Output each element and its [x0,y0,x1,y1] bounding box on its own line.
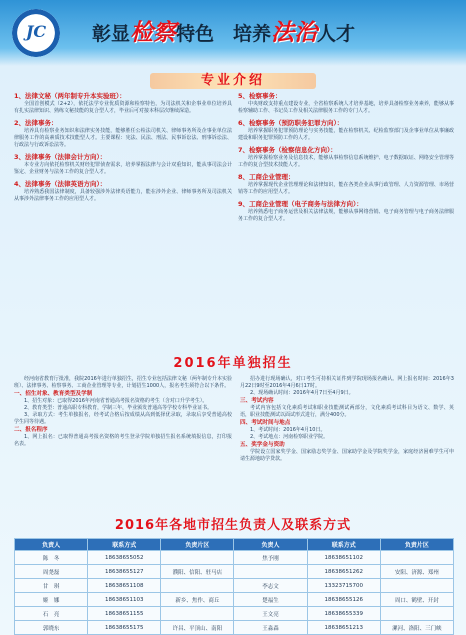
admission-paragraph: 1、网上报名：已取得普通高考报名资格的考生登录学院单独招生报名系统填报信息，打印报名表。 [14,434,232,447]
major-description: 培养掌握检察业务及信息技术，能够从事检察信息系统维护、电子数据取证、网络安全管理等工作的复合型技术技能人才。 [238,155,454,168]
contact-name: 石 亮 [15,607,88,621]
contact-phone: 18638651262 [307,565,380,579]
major-item [14,180,232,203]
contact-name: 甘 琪 [15,579,88,593]
table-row [15,579,454,593]
major-description: 培养具有检察业务知识和法律实务技能，能够胜任公检法司机关、律师事务所及企事业单位法律服务工作的高素质技术技能型人才。主要课程：宪法、民法、刑法、民事诉讼法、刑事诉讼法、行政法与行政诉讼法等。 [14,128,232,148]
contacts-body [15,551,454,635]
col-header: 负责人 [234,539,307,551]
major-description: 中央财政支持重点建设专业，全省检察系统人才培养基地，培养具备检察业务素养，能够从事检察辅助工作、书记员工作及相关法律服务工作的专门人才。 [238,101,454,114]
major-title: 5、检察事务： [238,92,282,100]
contact-region: 周口、鹤壁、开封 [380,593,453,607]
majors-section [14,92,454,350]
slogan [92,14,355,47]
table-row [15,607,454,621]
admission-right-column [240,376,454,514]
contact-name: 姬 娜 [15,593,88,607]
major-item [238,200,454,223]
contact-name: 王文亮 [234,607,307,621]
admission-paragraph: 3、录取方式：考生单独报名，经考试合格后按成绩从高到低择优录取，录取后享受普通高校学生同等待遇。 [14,412,232,425]
major-title: 7、检察事务（检察信息化方向）： [238,146,337,154]
admission-paragraph: 招办进行现场确认，对口考生可持相关证件到学院现场报名确认。网上报名时间：2016年3月22日9时至2016年4月6日17时。 [240,376,454,389]
major-description: 培养熟悉电子商务运营及相关法律法规，能够从事网络营销、电子商务管理与电子商务法律服务工作的复合型人才。 [238,209,454,222]
major-title: 8、工商企业管理： [238,173,295,181]
contacts-table [14,538,454,635]
admission-heading: 一、招生对象、教育类型及学制 [14,391,93,397]
admission-paragraph: 2、教育类型：普通高职专科教育，学制三年，毕业颁发普通高等学校专科毕业证书。 [24,405,213,411]
slogan-highlight-jiancha: 检察 [130,20,177,46]
majors-left-column [14,92,232,350]
contact-name: 李志文 [234,579,307,593]
contact-region: 许昌、平顶山、南阳 [161,621,234,635]
contact-phone: 13323715700 [307,579,380,593]
contact-region [380,551,453,565]
majors-banner-title: 专业介绍 [200,73,265,88]
major-item [238,92,454,115]
table-row [15,565,454,579]
college-logo [12,9,60,57]
contact-region: 濮阳、信阳、驻马店 [161,565,234,579]
admission-paragraph: 考试内容包括文化素质考试和职业技能测试两部分，文化素质考试科目为语文、数学、英语，职业技能测试以面试形式进行，满分400分。 [240,405,454,418]
admission-paragraph: 1、考试时间：2016年4月10日。 [250,427,326,433]
contact-name [234,565,307,579]
major-item [14,92,232,115]
contact-name: 焦予刚 [234,551,307,565]
majors-banner [0,72,466,90]
slogan-part-a: 彰显 [92,23,131,45]
major-title: 4、法律事务（法律英语方向）： [14,180,107,188]
contact-phone: 18638651213 [307,621,380,635]
major-item [238,173,454,196]
contact-phone: 18638651103 [88,593,161,607]
admission-banner: 2016年单独招生 [173,356,293,371]
contact-phone: 18638655175 [88,621,161,635]
contact-region [161,607,234,621]
contact-name: 郭晓东 [15,621,88,635]
slogan-highlight-fazhi: 法治 [271,20,318,46]
major-description: 全国首创模式（2+2），依托法学专业优质资源和检察特色，为司法机关和企事业单位培养具有扎实法律知识、熟练文秘技能的复合型人才，毕业后可对接本科层次继续深造。 [14,101,232,114]
table-row [15,593,454,607]
contact-region [161,551,234,565]
col-header: 联系方式 [88,539,161,551]
contact-name: 陈 冬 [15,551,88,565]
major-title: 3、法律事务（法律会计方向）： [14,153,107,161]
contact-phone: 18638655127 [88,565,161,579]
major-title: 2、法律事务： [14,119,58,127]
major-item [14,153,232,176]
admission-heading: 三、考试内容 [240,398,274,404]
contact-phone: 18638651155 [88,607,161,621]
contact-phone: 18638655052 [88,551,161,565]
major-description: 本专业方向依托检察机关财经犯罪侦查需求，培养掌握法律与会计双重知识，能从事司法会计鉴定、企业财务与法务工作的复合型人才。 [14,162,232,175]
admission-heading: 二、报名程序 [14,427,48,433]
major-description: 培养掌握职务犯罪预防理论与实务技能，能在检察机关、纪检监察部门及企事业单位从事廉政建设和职务犯罪预防工作的人才。 [238,128,454,141]
major-item [238,146,454,169]
admission-paragraph: 学院设立国家奖学金、国家励志奖学金、国家助学金及学院奖学金，家庭经济困难学生可申请生源地助学贷款。 [240,449,454,462]
table-row [15,551,454,565]
admission-heading: 四、考试时间与地点 [240,420,291,426]
admission-paragraph: 经河南省教育厅批准，我院2016年进行单独招生，招生专业包括法律文秘（两年制专升本实验班）、法律事务、检察事务、工商企业管理等专业，计划招生1000人，报名考生须符合以下条件。 [14,376,232,389]
contact-phone: 18638651102 [307,551,380,565]
admission-heading: 五、奖学金与资助 [240,442,285,448]
col-header: 负责片区 [380,539,453,551]
admission-paragraph: 1、招生对象：已取得2016年河南省普通高考报名资格的考生（含对口升学考生）。 [24,398,208,404]
table-row [15,621,454,635]
major-title: 9、工商企业管理（电子商务与法律方向）： [238,200,363,208]
contacts-header-row [15,539,454,551]
contact-phone: 18638651108 [88,579,161,593]
slogan-part-c: 特色 培养 [176,23,272,45]
major-description: 培养熟悉我国法律制度，具备较强涉外法律英语能力，能在涉外企业、律师事务所及司法机关从事涉外法律事务工作的应用型人才。 [14,189,232,202]
contact-name: 楚福生 [234,593,307,607]
major-title: 1、法律文秘（两年制专升本实验班）： [14,92,126,100]
col-header: 负责人 [15,539,88,551]
slogan-part-e: 人才 [317,23,356,45]
majors-right-column [238,92,454,350]
contact-name: 王淼森 [234,621,307,635]
contact-region [380,579,453,593]
admission-paragraph: 2、考试地点：河南检察职业学院。 [250,434,329,440]
col-header: 负责片区 [161,539,234,551]
contact-region [161,579,234,593]
admission-left-column [14,376,232,514]
contact-region: 新乡、焦作、商丘 [161,593,234,607]
major-item [14,119,232,149]
contacts-banner: 2016年各地市招生负责人及联系方式 [114,518,352,533]
major-description: 培养掌握现代企业管理理论和法律知识，能在各类企业从事行政管理、人力资源管理、市场营销等工作的应用型人才。 [238,182,454,195]
col-header: 联系方式 [307,539,380,551]
header [0,0,466,66]
major-item [238,119,454,142]
contact-region [380,607,453,621]
logo-text: JC [25,22,47,41]
contact-region: 漯河、洛阳、三门峡 [380,621,453,635]
contact-phone: 18638655126 [307,593,380,607]
contact-region: 安阳、济源、郑州 [380,565,453,579]
contact-phone: 18638655339 [307,607,380,621]
major-title: 6、检察事务（预防职务犯罪方向）： [238,119,344,127]
admission-paragraph: 2、现场确认时间：2016年4月7日至4月9日。 [250,390,354,396]
contact-name: 周尧磊 [15,565,88,579]
